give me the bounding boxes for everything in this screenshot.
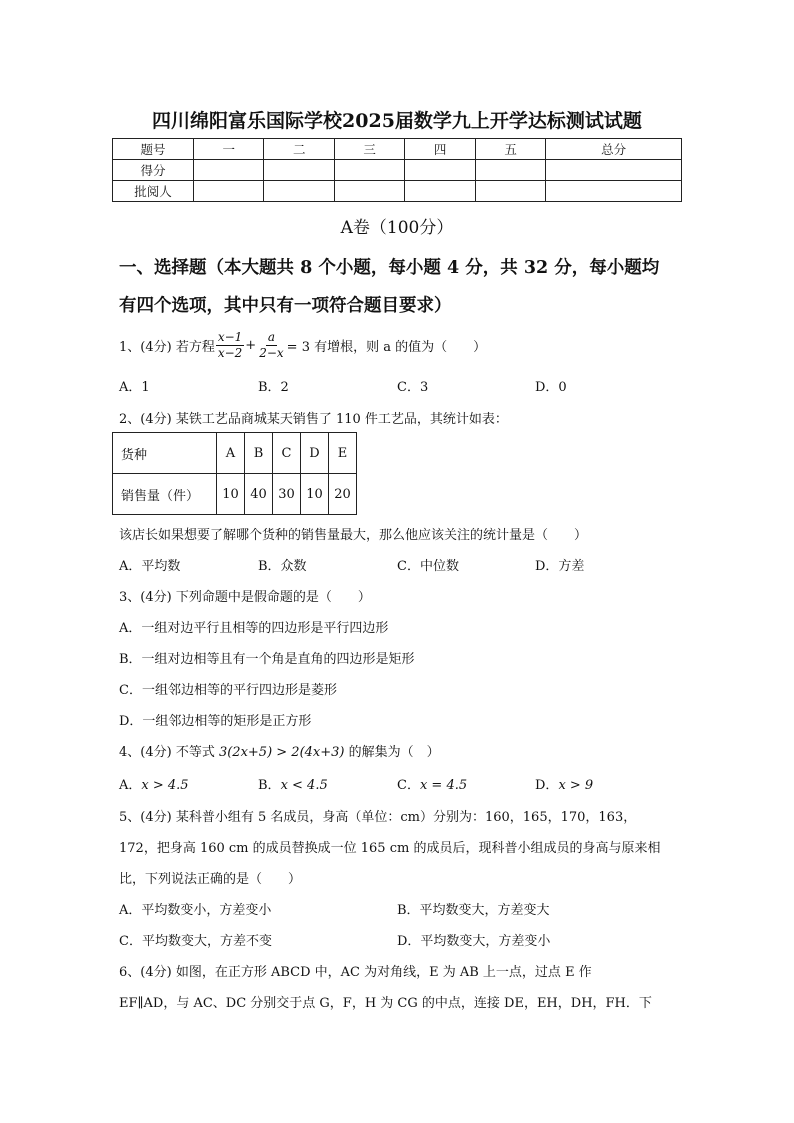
q4-option-d-math: x > 9 (558, 778, 594, 793)
score-header-cell: 题号 (113, 139, 194, 160)
q4-suffix: 的解集为（ ） (348, 745, 440, 760)
q4-option-c-letter: C． (397, 778, 420, 793)
q4-option-a-letter: A． (119, 778, 142, 793)
q1-frac2-denominator: 2−x (259, 346, 284, 360)
q5-option-c[interactable]: C．平均数变大，方差不变 (119, 934, 272, 949)
section-heading-line2: 有四个选项，其中只有一项符合题目要求） (119, 296, 452, 316)
paper-section-label: A卷（100分） (340, 218, 454, 238)
score-header-cell: 总分 (546, 139, 682, 160)
sales-data-row (113, 474, 357, 515)
sales-header-label: 货种 (113, 433, 217, 474)
q1-frac1-numerator: x−1 (217, 330, 243, 344)
q1-option-a[interactable]: A．1 (119, 380, 150, 395)
q1-frac2-numerator: a (267, 330, 276, 344)
q4-option-d-letter: D． (535, 778, 559, 793)
q3-option-b[interactable]: B．一组对边相等且有一个角是直角的四边形是矩形 (119, 652, 415, 667)
sales-header-cell: B (245, 433, 273, 474)
page-title: 四川绵阳富乐国际学校2025届数学九上开学达标测试试题 (152, 110, 642, 132)
question-1 (119, 330, 486, 361)
q4-inequality: 3(2x+5) > 2(4x+3) (218, 745, 345, 760)
sales-cell: 10 (217, 474, 245, 515)
score-row (113, 160, 682, 181)
sales-cell: 30 (273, 474, 301, 515)
grader-cell[interactable] (475, 181, 545, 202)
q2-follow-up: 该店长如果想要了解哪个货种的销售量最大，那么他应该关注的统计量是（ ） (119, 528, 588, 543)
score-header-cell: 二 (264, 139, 334, 160)
grader-row (113, 181, 682, 202)
q4-option-d[interactable] (535, 774, 593, 793)
sales-header-cell: E (329, 433, 357, 474)
q5-option-a[interactable]: A．平均数变小，方差变小 (119, 903, 272, 918)
grader-row-label: 批阅人 (113, 181, 194, 202)
section-heading-line1: 一、选择题（本大题共 8 个小题，每小题 4 分，共 32 分，每小题均 (119, 258, 660, 278)
question-3: 3、(4分) 下列命题中是假命题的是（ ） (119, 590, 371, 605)
sales-table (112, 432, 357, 515)
q2-option-c[interactable]: C．中位数 (397, 559, 459, 574)
sales-cell: 20 (329, 474, 357, 515)
q4-prefix: 4、(4分) 不等式 (119, 745, 215, 760)
q3-option-a[interactable]: A．一组对边平行且相等的四边形是平行四边形 (119, 621, 389, 636)
score-cell[interactable] (475, 160, 545, 181)
score-table-header-row (113, 139, 682, 160)
q2-option-b[interactable]: B．众数 (258, 559, 307, 574)
question-4 (119, 741, 440, 760)
question-5-line1: 5、(4分) 某科普小组有 5 名成员，身高（单位：cm）分别为：160，165，170，163， (119, 810, 637, 825)
sales-header-cell: C (273, 433, 301, 474)
q1-prefix: 1、(4分) 若方程 (119, 340, 215, 355)
q3-option-d[interactable]: D．一组邻边相等的矩形是正方形 (119, 714, 312, 729)
grader-cell[interactable] (405, 181, 475, 202)
q2-option-d[interactable]: D．方差 (535, 559, 585, 574)
q4-option-b[interactable] (258, 774, 328, 793)
score-header-cell: 五 (475, 139, 545, 160)
q1-option-d[interactable]: D．0 (535, 380, 567, 395)
q4-option-b-math: x < 4.5 (280, 778, 328, 793)
q5-option-d[interactable]: D．平均数变大，方差变小 (397, 934, 551, 949)
q4-option-c[interactable] (397, 774, 467, 793)
q1-suffix: = 3 有增根，则 a 的值为（ ） (286, 340, 487, 355)
q1-fraction-1 (216, 330, 244, 361)
q1-fraction-2 (257, 330, 285, 361)
q2-option-a[interactable]: A．平均数 (119, 559, 181, 574)
score-cell[interactable] (194, 160, 264, 181)
q1-frac1-denominator: x−2 (217, 346, 243, 360)
score-cell[interactable] (264, 160, 334, 181)
score-header-cell: 四 (405, 139, 475, 160)
grader-cell[interactable] (264, 181, 334, 202)
q4-option-a[interactable] (119, 774, 189, 793)
score-cell[interactable] (405, 160, 475, 181)
score-row-label: 得分 (113, 160, 194, 181)
question-2: 2、(4分) 某铁工艺品商城某天销售了 110 件工艺品，其统计如表： (119, 412, 508, 427)
q4-option-c-math: x = 4.5 (419, 778, 468, 793)
grader-cell[interactable] (194, 181, 264, 202)
sales-cell: 40 (245, 474, 273, 515)
question-5-line2: 172，把身高 160 cm 的成员替换成一位 165 cm 的成员后，现科普小组成员的身高与原来相 (119, 841, 661, 856)
q4-option-b-letter: B． (258, 778, 281, 793)
question-5-line3: 比，下列说法正确的是（ ） (119, 872, 302, 887)
q1-option-b[interactable]: B．2 (258, 380, 289, 395)
q3-option-c[interactable]: C．一组邻边相等的平行四边形是菱形 (119, 683, 337, 698)
q4-option-a-math: x > 4.5 (141, 778, 189, 793)
q1-option-c[interactable]: C．3 (397, 380, 429, 395)
q5-option-b[interactable]: B．平均数变大，方差变大 (397, 903, 550, 918)
question-6-line1: 6、(4分) 如图，在正方形 ABCD 中，AC 为对角线，E 为 AB 上一点，过点 E 作 (119, 965, 592, 980)
score-header-cell: 三 (334, 139, 404, 160)
sales-header-cell: D (301, 433, 329, 474)
score-cell[interactable] (546, 160, 682, 181)
sales-row-label: 销售量（件） (113, 474, 217, 515)
grader-cell[interactable] (546, 181, 682, 202)
sales-header-cell: A (217, 433, 245, 474)
score-header-cell: 一 (194, 139, 264, 160)
score-cell[interactable] (334, 160, 404, 181)
sales-header-row (113, 433, 357, 474)
score-table (112, 138, 682, 202)
grader-cell[interactable] (334, 181, 404, 202)
q1-plus: + (245, 338, 257, 353)
sales-cell: 10 (301, 474, 329, 515)
question-6-line2: EF∥AD，与 AC、DC 分别交于点 G，F，H 为 CG 的中点，连接 DE，EH，DH，FH．下 (119, 996, 652, 1011)
